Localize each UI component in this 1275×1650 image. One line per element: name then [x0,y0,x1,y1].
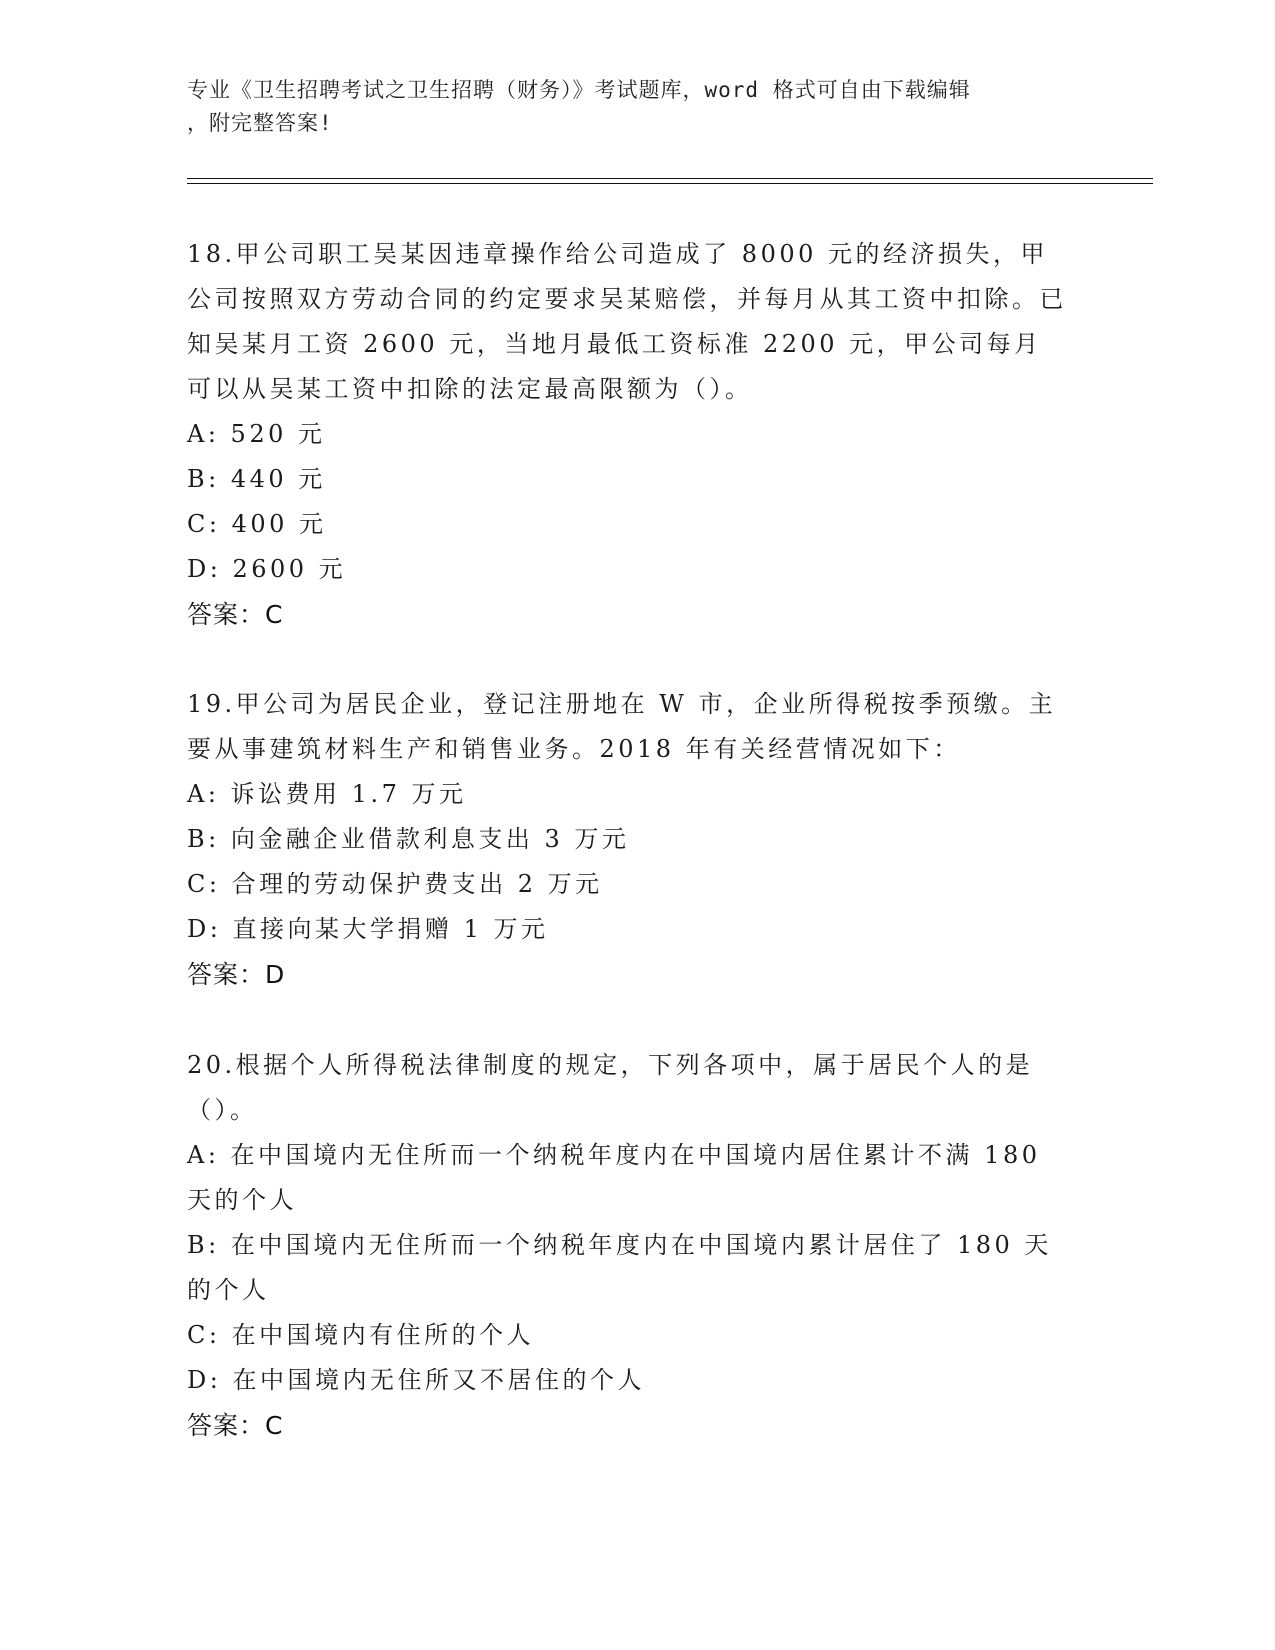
document-header [187,74,1067,140]
question-stem: 20.根据个人所得税法律制度的规定，下列各项中，属于居民个人的是（）。 [187,1051,1034,1124]
option-b: B: 向金融企业借款利息支出 3 万元 [187,825,630,853]
header-divider-bottom [187,183,1153,184]
question-19 [187,682,1067,997]
question-stem: 19.甲公司为居民企业，登记注册地在 W 市，企业所得税按季预缴。主要从事建筑材料生产和销售业务。2018 年有关经营情况如下： [187,690,1057,763]
option-d: D: 直接向某大学捐赠 1 万元 [187,915,549,943]
option-c: C: 400 元 [187,510,327,538]
option-b: B: 在中国境内无住所而一个纳税年度内在中国境内累计居住了 180 天的个人 [187,1231,1052,1304]
header-divider-top [187,178,1153,179]
question-18 [187,232,1067,637]
answer-line: 答案：C [187,1411,284,1440]
header-line-2: ，附完整答案! [187,111,333,135]
header-line-1: 专业《卫生招聘考试之卫生招聘（财务）》考试题库，word 格式可自由下载编辑 [187,78,971,102]
option-a: A: 在中国境内无住所而一个纳税年度内在中国境内居住累计不满 180 天的个人 [187,1141,1041,1214]
question-stem: 18.甲公司职工吴某因违章操作给公司造成了 8000 元的经济损失，甲公司按照双方劳动合同的约定要求吴某赔偿，并每月从其工资中扣除。已知吴某月工资 2600 元，当地月最低工资标准 2200 元，甲公司每月可以从吴某工资中扣除的法定最高限额为（）。 [187,240,1067,403]
answer-line: 答案：C [187,600,284,629]
option-d: D: 在中国境内无住所又不居住的个人 [187,1366,645,1394]
question-20 [187,1043,1067,1448]
option-b: B: 440 元 [187,465,326,493]
option-c: C: 在中国境内有住所的个人 [187,1321,535,1349]
option-a: A: 诉讼费用 1.7 万元 [187,780,467,808]
option-a: A: 520 元 [187,420,326,448]
option-c: C: 合理的劳动保护费支出 2 万元 [187,870,603,898]
option-d: D: 2600 元 [187,555,347,583]
answer-line: 答案：D [187,960,286,989]
